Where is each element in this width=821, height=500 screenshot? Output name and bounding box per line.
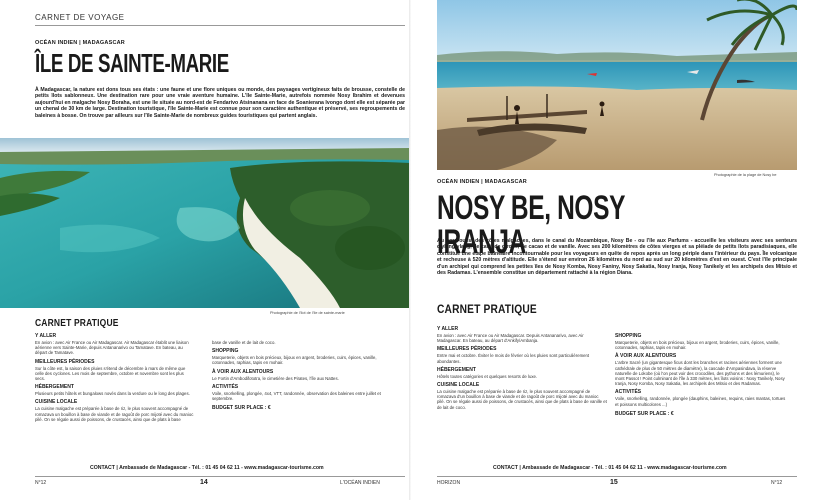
info-text: Marqueterie, objets en bois précieux, bijoux en argent, broderies, cuirs, épices, vanille, cotonnades, raphias, tapis en mohair. [212,355,377,366]
photo-caption: Photographie de l'îlot de l'île de sainte-marie [270,311,345,315]
footer-rule [437,476,797,477]
contact-line: CONTACT | Ambassade de Madagascar - Tél. : 01 45 04 62 11 - www.madagascar-tourisme.com [493,465,727,471]
running-footer: L'OCÉAN INDIEN [340,480,380,486]
info-text: La cuisine malgache est préparée à base de riz, le plus souvent accompagné de romazava un bouillon à base de viande et de ragoût de porc mijoté avec du manioc pilé. On se régale aussi de poissons, de crustacés, ainsi que de plats à base [35,406,194,422]
left-page [0,0,410,500]
info-text: La cuisine malgache est préparée à base de riz, le plus souvent accompagné de romazava d'un bouillon à base de viande et de ragoût de porc mijoté avec du manioc pilé. On se régale aussi de poissons, de crustacés, ainsi que de plats à base de vanille et de lait de coco. [437,389,607,410]
info-heading: SHOPPING [212,348,239,355]
info-heading: À VOIR AUX ALENTOURS [615,353,677,360]
contact-line: CONTACT | Ambassade de Madagascar - Tél. : 01 45 04 62 11 - www.madagascar-tourisme.com [90,465,324,471]
info-text: En avion : avec Air France ou Air Madagascar. Air Madagascar établit une liaison aérienne vers Sainte-Marie, depuis Antananarivo ou Tamatave. En bateau, au départ de Tamatave. [35,340,189,356]
footer-rule [35,476,405,477]
info-column-2 [212,340,387,411]
budget-label: BUDGET SUR PLACE : € [615,410,674,417]
article-title: NOSY BE, NOSY IRANJA [437,189,625,261]
page-number: 15 [610,479,618,486]
info-column-2 [615,333,790,417]
info-heading: CUISINE LOCALE [437,382,480,389]
article-intro: À Madagascar, la nature est dons tous ses états : une faune et une flore uniques ou monde, des paysages vertigineux faits de brousse, constelle de petits îlots sablonneux. Une destination rare pour une vraie aventure humaine. L'île Sainte-Marie, autrefois nommée Nosy Ibrahim et devenues aujourd'hui en malgache Nosy Boraha, est une île située au nord-est de Fendarivo Atsinanana en face de Soanierana Ivongo dont elle est séparée par un chenal de 30 km de large. Destination touristique, l'île Sainte-Marie est connue pour son caractère authentique et préservé, ses regroupements de baleines à bosse. On trouve par ailleurs sur l'île Sainte-Marie de nombreux guides touristiques qui partent anglais. [35,87,405,119]
info-text: Voile, snorkelling, plongée, 4x4, VTT, randonnée, observation des baleines entre juillet et septembre. [212,390,381,402]
info-heading: ACTIVITÉS [615,389,642,396]
info-text: Voile, snorkelling, randonnée, plongée (dauphins, baleines, requins, raies mantas, tortues et poissons multicolores ...) [615,396,786,407]
info-text: base de vanille et de lait de coco. [212,340,276,345]
budget-label: BUDGET SUR PLACE : € [212,405,271,412]
info-text: Le Fortin d'Ambodifototra, le cimetière des Pirates, l'île aux Nattes. [212,375,339,381]
info-heading: SHOPPING [615,333,642,339]
article-kicker: OCÉAN INDIEN | MADAGASCAR [437,179,527,185]
info-column-1 [35,333,195,425]
article-intro: Au nord-ouest des côtes malgaches, dans le canal du Mozambique, Nosy Be - ou l'île aux Parfums - accueille les visiteurs avec ses senteurs d'ylang-ylang, de café, de girofle, de cacao et de vanille. Avec ses 200 kilomètres de côtes vierges et sa pléiade de petits îlots paradisiaques, elle constitue une étape balnéaire incontournable pour les voyageurs en quête de repos après un long périple dans l'intérieur du pays. Île volcanique et recheuse à 520 mètres d'altitude. Elle s'étend sur environ 26 kilomètres du nord au sud sur 20 kilomètres d'est en ouest. C'est l'île principale d'un archipel qui comprend les petites îles de Nosy Komba, Nosy Faniny, Nosy Sakatia, Nosy Iranja, Nosy Tanikely et les archipels des Mitsio et des Radamas. L'ensemble constitue un département rattaché à la région Diana. [437,238,797,277]
info-column-1 [437,326,607,413]
info-text: Entre mai et octobre. Éviter le mois de février où les pluies sont particulièrement abondantes. [437,353,590,364]
info-text: Plusieurs petits hôtels et bungalows novés dans la verdure ou le long des plages. [35,391,190,397]
info-heading: MEILLEURES PÉRIODES [437,346,497,353]
info-text: En avion : avec Air France ou Air Madagascar. Depuis Antananarivo, avec Air Madagascar. En bateau, au départ d'Ankify/Ambanja. [437,333,584,344]
article-kicker: OCÉAN INDIEN | MADAGASCAR [35,40,125,46]
info-heading: HÉBERGEMENT [437,366,476,373]
info-text: L'arbre Sacré (un gigantesque ficus dont les branches et racines aériennes forment une cathédrale de plus de 50 mètres de diamètre), la cascade d'Ampasindava, la réserve naturelle de Lokobe (où l'on peut voir des crocodiles, des pythons et des lémuriens), le mont Passot ! Point culminant de l'île à 330 mètres, les îlots voisins : Nosy Tanikely, Nosy Iranja, Nosy Komba, Nosy Sakatia, les archipels des Mitsio et des Radamas. [615,360,785,387]
running-footer: HORIZON [437,480,461,486]
info-heading: MEILLEURES PÉRIODES [35,358,95,365]
article-title: ÎLE DE SAINTE-MARIE [35,48,229,78]
info-heading: Y ALLER [437,326,459,332]
info-heading: ACTIVITÉS [212,383,239,390]
right-page [411,0,821,500]
info-heading: Y ALLER [35,333,57,339]
carnet-pratique-title: CARNET PRATIQUE [35,318,119,329]
info-text: Marqueterie, objets en bois précieux, bijoux en argent, broderies, cuirs, épices, vanille, cotonnades, raphias, tapis en mohair. [615,340,780,351]
beach-photo [437,0,797,170]
lagoon-photo [0,138,410,308]
info-text: Hôtels toutes catégories et quelques resorts de luxe. [437,373,538,379]
info-text: Sur la côte est, la saison des pluies s'étend de décembre à mars de même que celle des cyclones. Les mois de septembre, octobre et novembre sont les plus secs. [35,365,186,382]
section-header: CARNET DE VOYAGE [35,13,125,22]
carnet-pratique-title: CARNET PRATIQUE [437,302,537,316]
info-heading: HÉBERGEMENT [35,384,74,391]
header-rule [35,25,405,26]
page-number: 14 [200,479,208,486]
photo-caption: Photographie de la plage de Nosy be [714,173,777,177]
info-heading: CUISINE LOCALE [35,399,78,406]
info-heading: À VOIR AUX ALENTOURS [212,368,274,375]
issue-number: N°12 [35,480,47,486]
issue-number: N°12 [771,480,783,486]
